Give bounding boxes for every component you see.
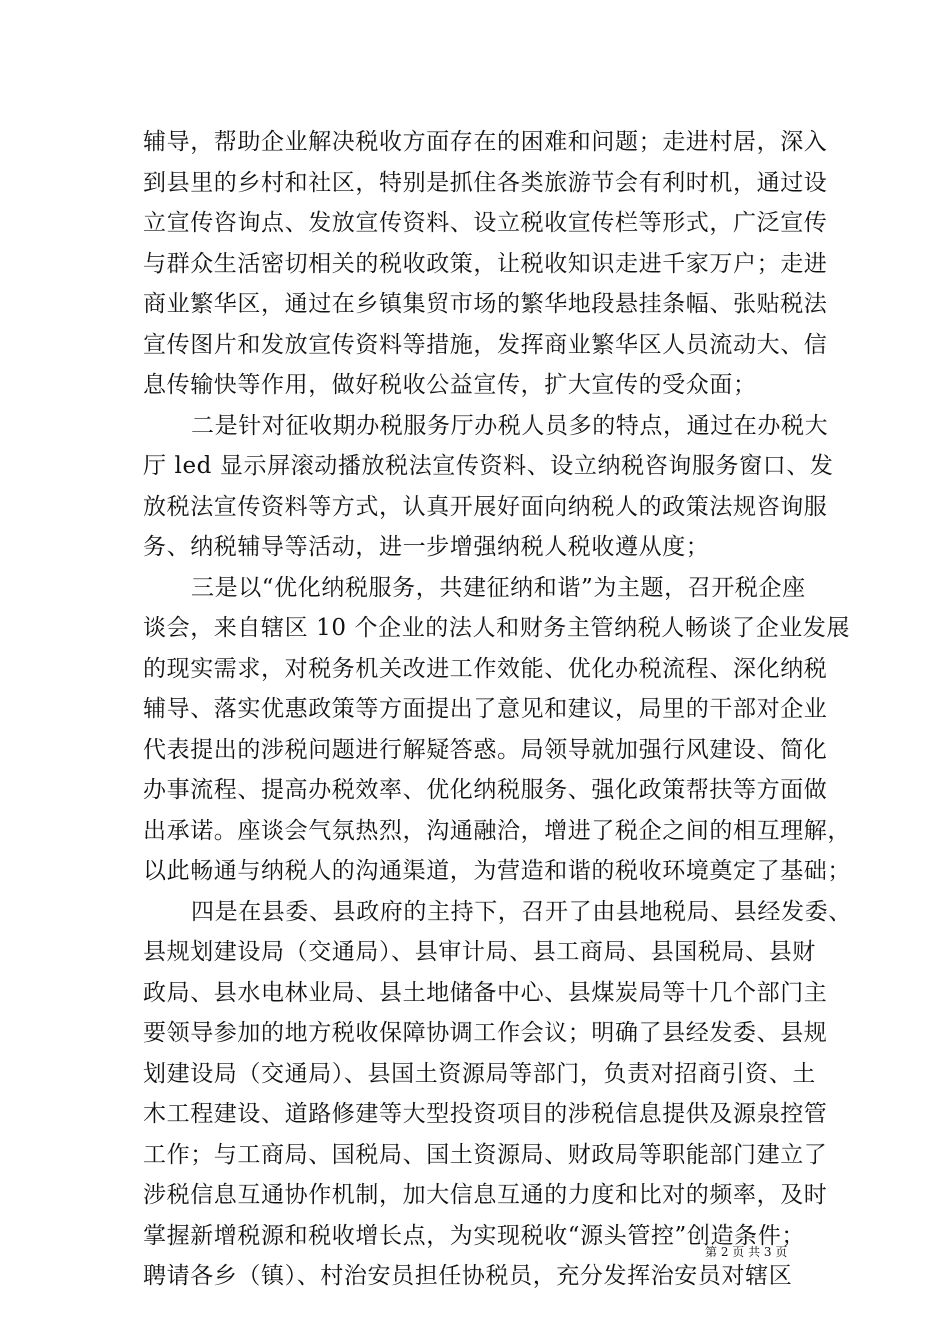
text-line: 县规划建设局（交通局）、县审计局、县工商局、县国税局、县财 — [143, 939, 816, 965]
paragraph-start-line: 四是在县委、县政府的主持下，召开了由县地税局、县经发委、 — [191, 898, 852, 925]
text-line: 出承诺。座谈会气氛热烈，沟通融洽，增进了税企之间的相互理解， — [143, 817, 851, 844]
text-line: 厅 led 显示屏滚动播放税法宣传资料、设立纳税咨询服务窗口、发 — [143, 453, 834, 479]
text-line: 聘请各乡（镇）、村治安员担任协税员，充分发挥治安员对辖区 — [143, 1263, 793, 1289]
text-line: 要领导参加的地方税收保障协调工作会议；明确了县经发委、县规 — [143, 1020, 828, 1046]
text-line: 到县里的乡村和社区，特别是抓住各类旅游节会有利时机，通过设 — [143, 169, 828, 196]
text-line: 代表提出的涉税问题进行解疑答惑。局领导就加强行风建设、简化 — [143, 736, 828, 763]
paragraph-start-line: 二是针对征收期办税服务厅办税人员多的特点，通过在办税大 — [191, 412, 829, 439]
text-line: 工作；与工商局、国税局、国土资源局、财政局等职能部门建立了 — [143, 1141, 828, 1168]
text-line: 的现实需求，对税务机关改进工作效能、优化办税流程、深化纳税 — [143, 655, 828, 682]
text-line: 与群众生活密切相关的税收政策，让税收知识走进千家万户；走进 — [143, 250, 828, 277]
text-line: 放税法宣传资料等方式，认真开展好面向纳税人的政策法规咨询服 — [143, 493, 828, 520]
paragraph-start-line: 三是以“优化纳税服务，共建征纳和谐”为主题，召开税企座 — [191, 574, 806, 601]
text-line: 办事流程、提高办税效率、优化纳税服务、强化政策帮扶等方面做 — [143, 777, 828, 803]
document-body — [143, 122, 852, 1297]
text-line: 划建设局（交通局）、县国土资源局等部门，负责对招商引资、土 — [143, 1060, 816, 1087]
text-line: 商业繁华区，通过在乡镇集贸市场的繁华地段悬挂条幅、张贴税法 — [143, 291, 828, 317]
text-line: 木工程建设、道路修建等大型投资项目的涉税信息提供及源泉控管 — [143, 1101, 828, 1127]
text-line: 以此畅通与纳税人的沟通渠道，为营造和谐的税收环境奠定了基础； — [143, 858, 851, 884]
text-line: 谈会，来自辖区 10 个企业的法人和财务主管纳税人畅谈了企业发展 — [143, 615, 851, 641]
text-line: 政局、县水电林业局、县土地储备中心、县煤炭局等十几个部门主 — [143, 979, 828, 1006]
text-line: 务、纳税辅导等活动，进一步增强纳税人税收遵从度； — [143, 534, 710, 560]
text-line: 辅导、落实优惠政策等方面提出了意见和建议，局里的干部对企业 — [143, 696, 828, 722]
text-line: 涉税信息互通协作机制，加大信息互通的力度和比对的频率，及时 — [143, 1182, 828, 1208]
text-line: 息传输快等作用，做好税收公益宣传，扩大宣传的受众面； — [143, 372, 757, 398]
text-line: 立宣传咨询点、发放宣传资料、设立税收宣传栏等形式，广泛宣传 — [143, 210, 828, 236]
text-line: 辅导，帮助企业解决税收方面存在的困难和问题；走进村居，深入 — [143, 129, 828, 155]
text-line: 宣传图片和发放宣传资料等措施，发挥商业繁华区人员流动大、信 — [143, 331, 828, 358]
page-number: 第 2 页 共 3 页 — [705, 1245, 788, 1259]
text-line: 掌握新增税源和税收增长点，为实现税收“源头管控”创造条件； — [143, 1222, 805, 1249]
